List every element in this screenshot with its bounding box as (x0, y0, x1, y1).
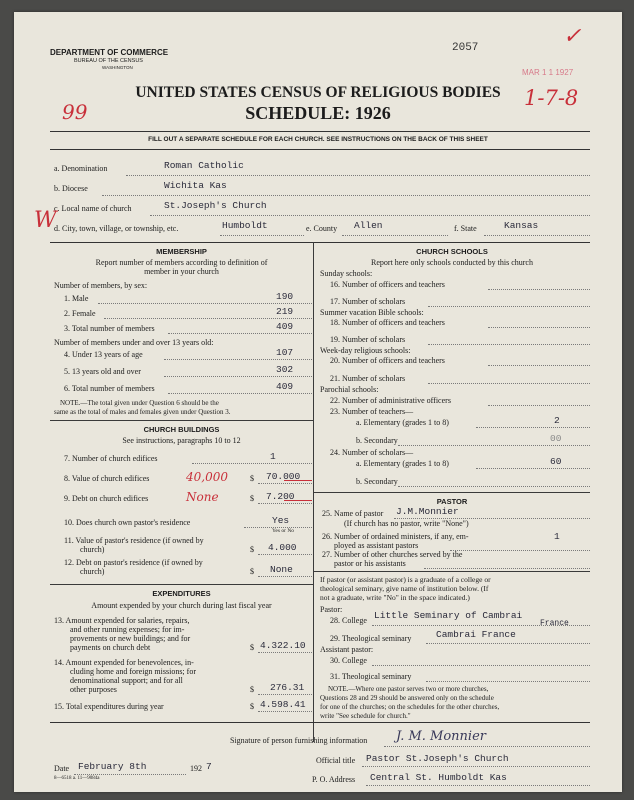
signature-value: J. M. Monnier (396, 729, 486, 744)
q15-label: 15. Total expenditures during year (54, 702, 164, 711)
sunday-schools-heading: Sunday schools: (320, 269, 373, 278)
membership-intro-1: Report number of members according to definition of (95, 258, 268, 267)
city-label: d. City, town, village, or township, etc. (54, 224, 179, 233)
q23b-label: b. Secondary (356, 436, 398, 445)
q14-line-3: denominational support; and for all (70, 676, 183, 685)
assistant-pastor-subheading: Assistant pastor: (320, 645, 374, 654)
county-value: Allen (354, 220, 383, 231)
pastor-heading: PASTOR (436, 497, 468, 506)
residence-debt-label-2: church) (80, 567, 105, 576)
q23b-value: 00 (550, 433, 562, 444)
q26-value: 1 (554, 531, 560, 542)
male-value: 190 (276, 291, 294, 302)
under-13-label: 4. Under 13 years of age (64, 350, 143, 359)
yes-or-no-hint: Yes or No (272, 528, 295, 534)
schedule-number: 2057 (452, 42, 479, 54)
q29-value: Cambrai France (436, 629, 516, 640)
q31-label: 31. Theological seminary (330, 672, 412, 681)
expenditures-sub: Amount expended by your church during last fiscal year (91, 601, 272, 610)
church-edifices-value-label: 8. Value of church edifices (64, 474, 150, 483)
pastor-note-3: for one of the churches; on the schedules for the other churches, (320, 703, 500, 711)
church-buildings-heading: CHURCH BUILDINGS (143, 425, 220, 434)
official-title-label: Official title (316, 756, 356, 765)
denomination-label: a. Denomination (54, 164, 108, 173)
male-label: 1. Male (64, 294, 89, 303)
graduate-note-1: If pastor (or assistant pastor) is a graduate of a college or (320, 575, 491, 584)
church-edifices-value-typed: 70.000 (266, 471, 301, 482)
q14-line-2: cluding home and foreign missions; for (70, 667, 196, 676)
membership-note-1: NOTE.—The total given under Question 6 should be the (60, 399, 219, 407)
q13-line-2: and other running expenses; for im- (70, 625, 185, 634)
denomination-value: Roman Catholic (164, 160, 244, 171)
state-value: Kansas (504, 220, 539, 231)
year-digit: 7 (206, 761, 212, 772)
year-prefix: 192 (190, 764, 202, 773)
q28-label: 28. College (330, 616, 367, 625)
q15-value: 4.598.41 (260, 699, 306, 710)
po-address-value: Central St. Humboldt Kas (370, 772, 507, 783)
city-heading: WASHINGTON (102, 65, 133, 70)
graduate-note-3: not a graduate, write "No" in the space indicated.) (320, 593, 470, 602)
parochial-schools-heading: Parochial schools: (320, 385, 379, 394)
church-edifices-debt-label: 9. Debt on church edifices (64, 494, 149, 503)
members-by-age-heading: Number of members under and over 13 years old: (54, 338, 214, 347)
q13-line-1: 13. Amount expended for salaries, repairs, (54, 616, 190, 625)
summer-schools-heading: Summer vacation Bible schools: (320, 308, 424, 317)
q24-label: 24. Number of scholars— (330, 448, 414, 457)
q26-line-2: ployed as assistant pastors (334, 541, 419, 550)
q25-label: 25. Name of pastor (322, 509, 384, 518)
check-mark: ✓ (563, 24, 582, 49)
q26-line-1: 26. Number of ordained ministers, if any, em- (322, 532, 469, 541)
signature-label: Signature of person furnishing information (230, 736, 368, 745)
local-church-name-label: c. Local name of church (54, 204, 132, 213)
q25-hint: (If church has no pastor, write "None") (344, 519, 469, 528)
form-title: UNITED STATES CENSUS OF RELIGIOUS BODIES (135, 84, 501, 101)
po-address-label: P. O. Address (312, 775, 356, 784)
weekday-schools-heading: Week-day religious schools: (320, 346, 411, 355)
membership-note-2: same as the total of males and females given under Question 3. (54, 408, 231, 416)
church-edifices-count-value: 1 (270, 451, 276, 462)
q13-line-4: payments on church debt (70, 643, 151, 652)
q17-label: 17. Number of scholars (330, 297, 406, 306)
handwritten-w: W (34, 208, 57, 233)
q13-value: 4.322.10 (260, 640, 306, 651)
q14-value: 276.31 (270, 682, 305, 693)
q28-value: Little Seminary of Cambrai (374, 610, 523, 621)
official-title-value: Pastor St.Joseph's Church (366, 753, 509, 764)
q23a-label: a. Elementary (grades 1 to 8) (356, 418, 449, 427)
owns-residence-value: Yes (272, 515, 290, 526)
over-13-value: 302 (276, 364, 294, 375)
schedule-title: SCHEDULE: 1926 (245, 103, 391, 123)
census-schedule-page: DEPARTMENT OF COMMERCE BUREAU OF THE CENSUS WASHINGTON 2057 MAR 1 1 1927 ✓ 1-7-8 99 UNITED STATES CENSUS OF RELIGIOUS BODIES SCHEDULE: 1926 FILL OUT A SEPARATE SCHEDULE FOR EACH CHURCH. SEE INSTRUCTIONS ON THE BACK OF THIS SHEET a. Denomination Roman Catholic b. Diocese Wichita Kas c. Local name of church St.Joseph's Church d. City, town, village, or township, etc. Humboldt e. County Allen f. State Kansas W MEMBERSHIP Report number of members according to definition of member in your church Number of members, by sex: 1. Male 190 2. Female 219 3. Total number of members 409 Number of members under and over 13 years old: 4. Under 13 years of age 107 5. 13 years old and over 302 6. Total number of members 409 NOTE.—The total given under Question 6 should be the same as the total of males and females given under Question 3. CHURCH BUILDINGS See instructions, paragraphs 10 to 12 7. Number of church edifices 1 8. Value of church edifices $ 70.000 40,000 9. Debt on church edifices $ 7.200 None 10. Does church own pastor's residence Yes Yes or No 11. Value of pastor's residence (if owned by church) $ 4.000 12. Debt on pastor's residence (if owned by church) $ None EXPENDITURES Amount expended by your church during last fiscal year 13. Amount expended for salaries, repairs, and other running expenses; for im- provements or new buildings; and for payments on church debt $ 4.322.10 14. Amount expended for benevolences, in- cluding home and foreign missions; for denominational support; and for all other purposes $ 276.31 15. Total expenditures during year $ 4.598.41 CHURCH SCHOOLS Report here only schools conducted by this church Sunday schools: 16. Number of officers and teachers 17. Number of scholars Summer vacation Bible schools: 18. Number of officers and teachers 19. Number of scholars Week-day religious schools: 20. Number of officers and teachers 21. Number of scholars Parochial schools: 22. Number of administrative officers 23. Number of teachers— a. Elementary (grades 1 to 8) 2 b. Secondary 00 24. Number of scholars— a. Elementary (grades 1 to 8) 60 b. Secondary PASTOR 25. Name of pastor J.M.Monnier (If church has no pastor, write "None") 26. Number of ordained ministers, if any, em- ployed as assistant pastors 1 27. Number of other churches served by the pastor or his assistants If pastor (or assistant pastor) is a graduate of a college or theological seminary, give name of institution below. (If not a graduate, write "No" in the space indicated.) Pastor: 28. College Little Seminary of Cambrai France 29. Theological seminary Cambrai France Assistant pastor: 30. College 31. Theological seminary NOTE.—Where one pastor serves two or more churches, Questions 28 and 29 should be answered only on the schedule for one of the churches; on the schedules for the other churches, write "See schedule for church." Signature of person furnishing information J. M. Monnier Official title Pastor St.Joseph's Church Date February 8th 192 7 8—6518 a. 11—9084a P. O. Address Central St. Humboldt Kas (14, 12, 622, 792)
diocese-value: Wichita Kas (164, 180, 227, 191)
residence-value-label-2: church) (80, 545, 105, 554)
residence-value-value: 4.000 (268, 542, 297, 553)
q20-label: 20. Number of officers and teachers (330, 356, 445, 365)
pastor-note-2: Questions 28 and 29 should be answered only on the schedule (320, 694, 494, 702)
pastor-note-4: write "See schedule for church." (320, 712, 411, 720)
q29-label: 29. Theological seminary (330, 634, 412, 643)
total-members-label-6: 6. Total number of members (64, 384, 155, 393)
q16-label: 16. Number of officers and teachers (330, 280, 445, 289)
church-edifices-debt-typed: 7.200 (266, 491, 295, 502)
residence-value-label: 11. Value of pastor's residence (if owned by (64, 536, 204, 545)
membership-heading: MEMBERSHIP (156, 247, 207, 256)
q22-label: 22. Number of administrative officers (330, 396, 451, 405)
q21-label: 21. Number of scholars (330, 374, 406, 383)
q13-line-3: provements or new buildings; and for (70, 634, 191, 643)
handwritten-code: 1-7-8 (524, 86, 579, 110)
diocese-label: b. Diocese (54, 184, 88, 193)
q18-label: 18. Number of officers and teachers (330, 318, 445, 327)
female-value: 219 (276, 306, 294, 317)
q24a-label: a. Elementary (grades 1 to 8) (356, 459, 449, 468)
q24b-label: b. Secondary (356, 477, 398, 486)
church-edifices-value-handwritten: 40,000 (186, 470, 228, 484)
pastor-note-1: NOTE.—Where one pastor serves two or more churches, (328, 685, 489, 693)
local-church-name-value: St.Joseph's Church (164, 200, 267, 211)
q14-line-1: 14. Amount expended for benevolences, in- (54, 658, 194, 667)
state-label: f. State (454, 224, 477, 233)
q27-line-1: 27. Number of other churches served by the (322, 550, 463, 559)
handwritten-99: 99 (62, 100, 88, 124)
female-label: 2. Female (64, 309, 96, 318)
buildings-instructions: See instructions, paragraphs 10 to 12 (122, 436, 241, 445)
bureau-heading: BUREAU OF THE CENSUS (74, 58, 143, 64)
over-13-label: 5. 13 years old and over (64, 367, 141, 376)
separate-schedule-instruction: FILL OUT A SEPARATE SCHEDULE FOR EACH CHURCH. SEE INSTRUCTIONS ON THE BACK OF THIS SHEET (148, 136, 488, 143)
under-13-value: 107 (276, 347, 294, 358)
q27-line-2: pastor or his assistants (334, 559, 406, 568)
date-value: February 8th (78, 761, 147, 772)
church-edifices-debt-handwritten: None (186, 490, 219, 504)
dept-heading: DEPARTMENT OF COMMERCE (50, 48, 169, 57)
q14-line-4: other purposes (70, 685, 117, 694)
q28-value-country: France (540, 619, 569, 628)
graduate-note-2: theological seminary, give name of institution below. (If (320, 584, 489, 593)
q23a-value: 2 (554, 415, 560, 426)
q24a-value: 60 (550, 456, 562, 467)
residence-debt-label: 12. Debt on pastor's residence (if owned by (64, 558, 203, 567)
members-by-sex-heading: Number of members, by sex: (54, 281, 148, 290)
church-edifices-count-label: 7. Number of church edifices (64, 454, 158, 463)
form-code: 8—6518 a. 11—9084a (54, 776, 100, 781)
q19-label: 19. Number of scholars (330, 335, 406, 344)
pastor-subheading: Pastor: (320, 605, 343, 614)
county-label: e. County (306, 224, 338, 233)
residence-debt-value: None (270, 564, 293, 575)
total-members-value-3: 409 (276, 321, 294, 332)
q23-label: 23. Number of teachers— (330, 407, 414, 416)
schools-sub: Report here only schools conducted by this church (371, 258, 533, 267)
church-schools-heading: CHURCH SCHOOLS (416, 247, 488, 256)
date-label: Date (54, 764, 70, 773)
pastor-name-value: J.M.Monnier (396, 506, 459, 517)
received-date-stamp: MAR 1 1 1927 (522, 68, 574, 77)
total-members-label-3: 3. Total number of members (64, 324, 155, 333)
owns-residence-label: 10. Does church own pastor's residence (64, 518, 191, 527)
total-members-value-6: 409 (276, 381, 294, 392)
city-value: Humboldt (222, 220, 268, 231)
expenditures-heading: EXPENDITURES (152, 589, 211, 598)
membership-intro-2: member in your church (144, 267, 219, 276)
q30-label: 30. College (330, 656, 367, 665)
